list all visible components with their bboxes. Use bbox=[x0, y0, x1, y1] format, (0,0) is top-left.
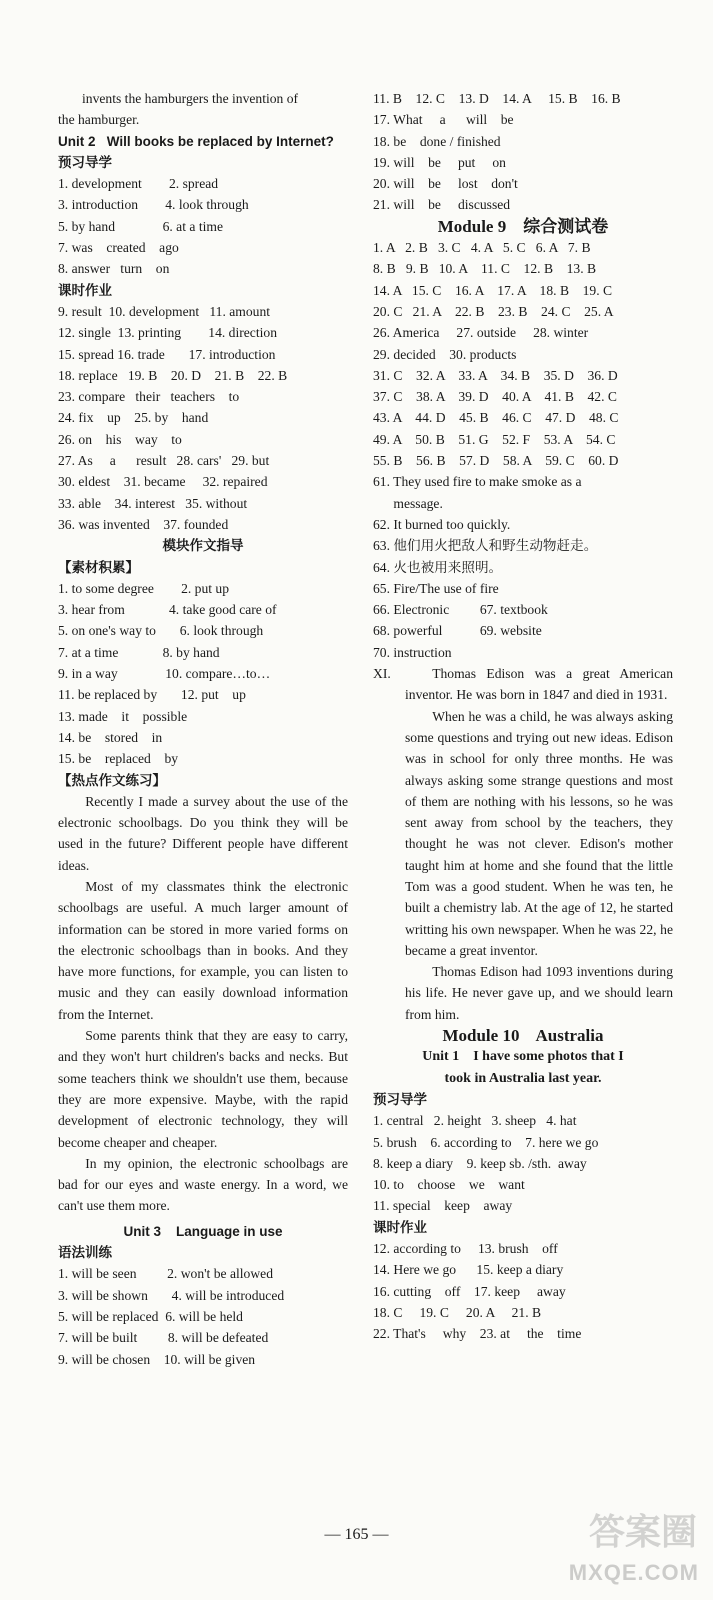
answer-line: 66. Electronic 67. textbook bbox=[373, 602, 548, 618]
answer-line: 7. at a time 8. by hand bbox=[58, 644, 220, 660]
essay-paragraph: Some parents think that they are easy to carry, and they won't hurt children's backs and necks. But some teachers think we shouldn't use them, because they are more expensive. Maybe, with the rapid development of electronic technology, they will become cheaper and cheaper. bbox=[58, 1028, 348, 1150]
text-line: invents the hamburgers the invention of bbox=[82, 91, 299, 106]
answer-line: 62. It burned too quickly. bbox=[373, 516, 511, 532]
page-number: — 165 — bbox=[324, 1526, 389, 1543]
essay-label: XI. bbox=[373, 666, 391, 682]
watermark-logo bbox=[557, 1500, 707, 1592]
answer-line: 11. B 12. C 13. D 14. A 15. B 16. B bbox=[373, 91, 621, 106]
answer-line: 3. introduction 4. look through bbox=[58, 197, 249, 213]
unit1-title-cont: took in Australia last year. bbox=[444, 1070, 602, 1086]
answer-line: 55. B 56. B 57. D 58. A 59. C 60. D bbox=[373, 453, 619, 469]
answer-line: 1. to some degree 2. put up bbox=[58, 580, 230, 596]
essay-paragraph: In my opinion, the electronic schoolbags are bad for our eyes and waste energy. In a word, we can't use them more. bbox=[58, 1155, 348, 1214]
answer-line: 12. according to 13. brush off bbox=[373, 1241, 558, 1257]
answer-line: 14. Here we go 15. keep a diary bbox=[373, 1262, 564, 1278]
answer-line: 9. will be chosen 10. will be given bbox=[58, 1351, 256, 1367]
answer-line: 16. cutting off 17. keep away bbox=[373, 1283, 566, 1299]
answer-line: 9. result 10. development 11. amount bbox=[58, 303, 271, 319]
answer-line: 63. 他们用火把敌人和野生动物赶走。 bbox=[373, 538, 598, 554]
practice-heading: 【热点作文练习】 bbox=[58, 772, 166, 788]
unit1-title: Unit 1 I have some photos that I bbox=[422, 1049, 624, 1065]
right-column bbox=[373, 88, 673, 1345]
answer-line: 1. development 2. spread bbox=[58, 176, 219, 192]
answer-line: 30. eldest 31. became 32. repaired bbox=[58, 474, 268, 490]
answer-line: 37. C 38. A 39. D 40. A 41. B 42. C bbox=[373, 389, 617, 405]
answer-line: 9. in a way 10. compare…to… bbox=[58, 666, 271, 682]
unit2-title: Unit 2 Will books be replaced by Internet? bbox=[58, 133, 334, 149]
answer-line: 3. will be shown 4. will be introduced bbox=[58, 1287, 285, 1303]
answer-line: 12. single 13. printing 14. direction bbox=[58, 325, 277, 341]
answer-line: 1. A 2. B 3. C 4. A 5. C 6. A 7. B bbox=[373, 240, 591, 256]
answer-line: 11. special keep away bbox=[373, 1198, 513, 1214]
answer-line: 21. will be discussed bbox=[373, 197, 511, 213]
grammar-heading: 语法训练 bbox=[58, 1245, 112, 1261]
homework-heading: 课时作业 bbox=[58, 282, 112, 298]
answer-line: 10. to choose we want bbox=[373, 1177, 525, 1193]
preview-heading: 预习导学 bbox=[58, 154, 112, 170]
module10-title: Module 10 Australia bbox=[442, 1026, 604, 1046]
answer-line: 5. will be replaced 6. will be held bbox=[58, 1308, 243, 1324]
watermark-cn: 答案圈 bbox=[588, 1512, 697, 1553]
writing-guide-title: 模块作文指导 bbox=[162, 538, 244, 554]
answer-line: 18. replace 19. B 20. D 21. B 22. B bbox=[58, 367, 288, 383]
answer-line: 31. C 32. A 33. A 34. B 35. D 36. D bbox=[373, 367, 618, 383]
answer-line: 18. be done / finished bbox=[373, 133, 501, 149]
unit3-title: Unit 3 Language in use bbox=[123, 1223, 283, 1239]
answer-line: 11. be replaced by 12. put up bbox=[58, 687, 246, 703]
answer-line: 15. spread 16. trade 17. introduction bbox=[58, 346, 276, 362]
answer-line: 20. will be lost don't bbox=[373, 176, 518, 192]
answer-line: 3. hear from 4. take good care of bbox=[58, 602, 277, 618]
answer-line: 1. will be seen 2. won't be allowed bbox=[58, 1266, 273, 1282]
answer-line: 5. on one's way to 6. look through bbox=[58, 623, 264, 639]
text-line: the hamburger. bbox=[58, 112, 140, 128]
answer-line: 5. brush 6. according to 7. here we go bbox=[373, 1134, 599, 1150]
watermark-url: MXQE.COM bbox=[568, 1560, 699, 1585]
answer-line: 61. They used fire to make smoke as a bbox=[373, 474, 582, 490]
answer-line: 19. will be put on bbox=[373, 154, 506, 170]
essay-paragraph: Thomas Edison had 1093 inventions during his life. He never gave up, and we should learn from him. bbox=[405, 964, 673, 1022]
answer-line: 70. instruction bbox=[373, 644, 452, 660]
answer-line: message. bbox=[373, 495, 443, 511]
answer-line: 17. What a will be bbox=[373, 112, 514, 128]
answer-line: 43. A 44. D 45. B 46. C 47. D 48. C bbox=[373, 410, 619, 426]
material-heading: 【素材积累】 bbox=[58, 559, 139, 575]
answer-line: 22. That's why 23. at the time bbox=[373, 1326, 582, 1342]
answer-line: 36. was invented 37. founded bbox=[58, 516, 229, 532]
answer-line: 5. by hand 6. at a time bbox=[58, 218, 223, 234]
preview-heading: 预习导学 bbox=[373, 1091, 427, 1107]
answer-line: 27. As a result 28. cars' 29. but bbox=[58, 453, 270, 469]
answer-line: 68. powerful 69. website bbox=[373, 623, 542, 639]
module9-title: Module 9 综合测试卷 bbox=[437, 216, 609, 236]
answer-line: 26. America 27. outside 28. winter bbox=[373, 325, 589, 341]
answer-line: 13. made it possible bbox=[58, 708, 188, 724]
answer-line: 20. C 21. A 22. B 23. B 24. C 25. A bbox=[373, 303, 614, 319]
answer-line: 14. be stored in bbox=[58, 729, 163, 745]
answer-line: 8. B 9. B 10. A 11. C 12. B 13. B bbox=[373, 261, 597, 277]
essay-paragraph: Thomas Edison was a great American inventor. He was born in 1847 and died in 1931. bbox=[405, 666, 673, 703]
answer-line: 7. will be built 8. will be defeated bbox=[58, 1330, 269, 1346]
answer-line: 14. A 15. C 16. A 17. A 18. B 19. C bbox=[373, 282, 613, 298]
homework-heading: 课时作业 bbox=[373, 1219, 427, 1235]
essay-paragraph: Recently I made a survey about the use of the electronic schoolbags. Do you think they will be used in the future? Different people have different ideas. bbox=[58, 793, 348, 873]
answer-line: 33. able 34. interest 35. without bbox=[58, 495, 248, 511]
answer-line: 23. compare their teachers to bbox=[58, 389, 240, 405]
answer-line: 18. C 19. C 20. A 21. B bbox=[373, 1304, 542, 1320]
answer-line: 1. central 2. height 3. sheep 4. hat bbox=[373, 1113, 577, 1129]
answer-line: 29. decided 30. products bbox=[373, 346, 517, 362]
answer-line: 7. was created ago bbox=[58, 240, 179, 256]
answer-line: 24. fix up 25. by hand bbox=[58, 410, 209, 426]
answer-line: 26. on his way to bbox=[58, 431, 182, 447]
answer-line: 64. 火也被用来照明。 bbox=[373, 559, 503, 575]
answer-line: 65. Fire/The use of fire bbox=[373, 580, 499, 596]
essay-block bbox=[373, 663, 673, 1025]
answer-line: 8. answer turn on bbox=[58, 261, 170, 277]
left-column bbox=[58, 88, 348, 1370]
answer-line: 15. be replaced by bbox=[58, 751, 179, 767]
essay-paragraph: When he was a child, he was always asking some questions and trying out new ideas. Edison was in school for only three months. He was always asking some strange questions and most of them are nothing with his lessons, so he was sent away from school by the teachers, they thought he was not clever. Edison's mother taught him at home and she found that the little Tom was a good student. When he was ten, he built a chemistry lab. At the age of 12, he started writting his own newspaper. When he was 22, he became a great inventor. bbox=[405, 708, 673, 958]
essay-paragraph: Most of my classmates think the electronic schoolbags are useful. A much larger amount of information can be stored in more varied forms on the electronic schoolbags than in books. And they have more functions, for example, you can listen to music and they can easily download information from the Internet. bbox=[58, 878, 348, 1022]
answer-line: 8. keep a diary 9. keep sb. /sth. away bbox=[373, 1155, 587, 1171]
answer-line: 49. A 50. B 51. G 52. F 53. A 54. C bbox=[373, 431, 616, 447]
